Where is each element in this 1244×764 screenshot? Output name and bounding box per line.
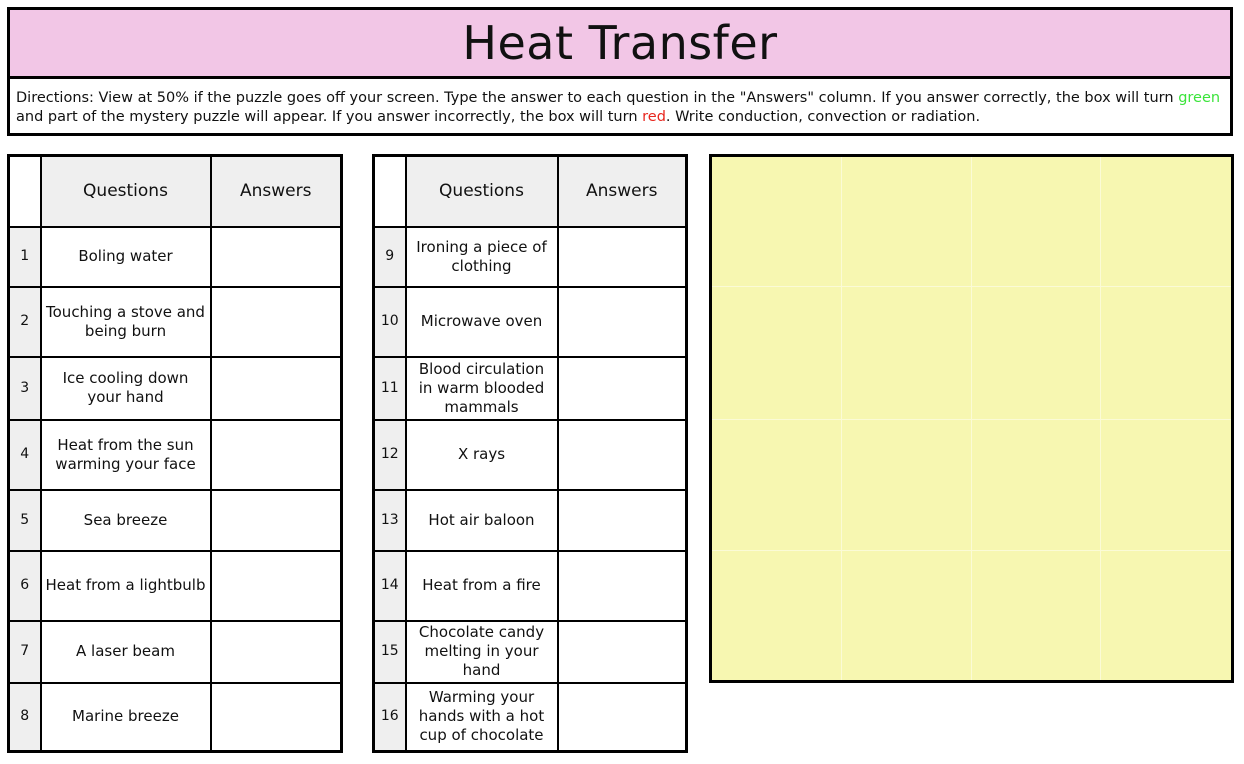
question-cell: Microwave oven (406, 287, 558, 357)
question-cell: Hot air baloon (406, 490, 558, 551)
question-cell: Heat from the sun warming your face (41, 420, 211, 490)
row-number-header (374, 156, 406, 227)
directions-part-1: Directions: View at 50% if the puzzle goes off your screen. Type the answer to each question in the "Answers" column. If you answer correctly, the box will turn (16, 90, 1179, 106)
question-cell: Boling water (41, 227, 211, 287)
directions-text (7, 79, 1233, 136)
row-number: 4 (9, 420, 41, 490)
mystery-puzzle-grid (709, 154, 1234, 683)
puzzle-tile (1101, 287, 1231, 420)
page-title: Heat Transfer (462, 16, 778, 70)
questions-table-left (7, 154, 343, 753)
puzzle-tile (712, 420, 842, 551)
puzzle-tile (842, 420, 972, 551)
table-row (374, 420, 687, 490)
puzzle-tile (842, 287, 972, 420)
row-number: 13 (374, 490, 406, 551)
answer-cell[interactable] (558, 683, 687, 752)
row-number: 1 (9, 227, 41, 287)
directions-red-word: red (642, 109, 666, 125)
row-number: 15 (374, 621, 406, 683)
puzzle-tile (972, 157, 1102, 287)
row-number: 3 (9, 357, 41, 420)
table-row (9, 551, 342, 621)
answer-cell[interactable] (211, 287, 342, 357)
row-number: 2 (9, 287, 41, 357)
question-cell: X rays (406, 420, 558, 490)
question-cell: Heat from a fire (406, 551, 558, 621)
question-cell: Ice cooling down your hand (41, 357, 211, 420)
table-row (374, 621, 687, 683)
questions-header: Questions (41, 156, 211, 227)
answer-cell[interactable] (211, 490, 342, 551)
questions-header: Questions (406, 156, 558, 227)
row-number: 8 (9, 683, 41, 752)
answers-header: Answers (211, 156, 342, 227)
table-row (374, 490, 687, 551)
table-row (9, 490, 342, 551)
answer-cell[interactable] (558, 490, 687, 551)
table-row (9, 357, 342, 420)
puzzle-tile (712, 287, 842, 420)
puzzle-tile (972, 551, 1102, 680)
answer-cell[interactable] (211, 551, 342, 621)
answer-cell[interactable] (558, 420, 687, 490)
puzzle-tile (842, 551, 972, 680)
row-number-header (9, 156, 41, 227)
question-cell: Marine breeze (41, 683, 211, 752)
table-row (374, 683, 687, 752)
table-row (9, 227, 342, 287)
puzzle-tile (972, 420, 1102, 551)
puzzle-tile (1101, 551, 1231, 680)
answer-cell[interactable] (558, 621, 687, 683)
row-number: 6 (9, 551, 41, 621)
row-number: 5 (9, 490, 41, 551)
question-cell: Blood circulation in warm blooded mammals (406, 357, 558, 420)
table-row (9, 621, 342, 683)
puzzle-tile (1101, 420, 1231, 551)
row-number: 7 (9, 621, 41, 683)
row-number: 12 (374, 420, 406, 490)
answer-cell[interactable] (211, 621, 342, 683)
answer-cell[interactable] (211, 357, 342, 420)
row-number: 10 (374, 287, 406, 357)
answers-header: Answers (558, 156, 687, 227)
answer-cell[interactable] (211, 683, 342, 752)
questions-table-right (372, 154, 688, 753)
table-row (374, 287, 687, 357)
directions-part-2: and part of the mystery puzzle will appear. If you answer incorrectly, the box will turn (16, 109, 643, 125)
answer-cell[interactable] (558, 357, 687, 420)
answer-cell[interactable] (211, 227, 342, 287)
answer-cell[interactable] (558, 287, 687, 357)
title-banner (7, 7, 1233, 79)
table-row (374, 227, 687, 287)
answer-cell[interactable] (211, 420, 342, 490)
table-row (9, 287, 342, 357)
answer-cell[interactable] (558, 551, 687, 621)
puzzle-tile (842, 157, 972, 287)
question-cell: Heat from a lightbulb (41, 551, 211, 621)
puzzle-tile (712, 157, 842, 287)
question-cell: Chocolate candy melting in your hand (406, 621, 558, 683)
question-cell: Sea breeze (41, 490, 211, 551)
question-cell: Warming your hands with a hot cup of chocolate (406, 683, 558, 752)
table-row (374, 357, 687, 420)
row-number: 16 (374, 683, 406, 752)
puzzle-tile (972, 287, 1102, 420)
table-row (9, 683, 342, 752)
directions-green-word: green (1178, 90, 1221, 106)
table-row (9, 420, 342, 490)
puzzle-tile (1101, 157, 1231, 287)
puzzle-tile (712, 551, 842, 680)
question-cell: Touching a stove and being burn (41, 287, 211, 357)
directions-part-3: . Write conduction, convection or radiation. (665, 109, 981, 125)
row-number: 11 (374, 357, 406, 420)
table-row (374, 551, 687, 621)
question-cell: Ironing a piece of clothing (406, 227, 558, 287)
question-cell: A laser beam (41, 621, 211, 683)
row-number: 14 (374, 551, 406, 621)
answer-cell[interactable] (558, 227, 687, 287)
row-number: 9 (374, 227, 406, 287)
